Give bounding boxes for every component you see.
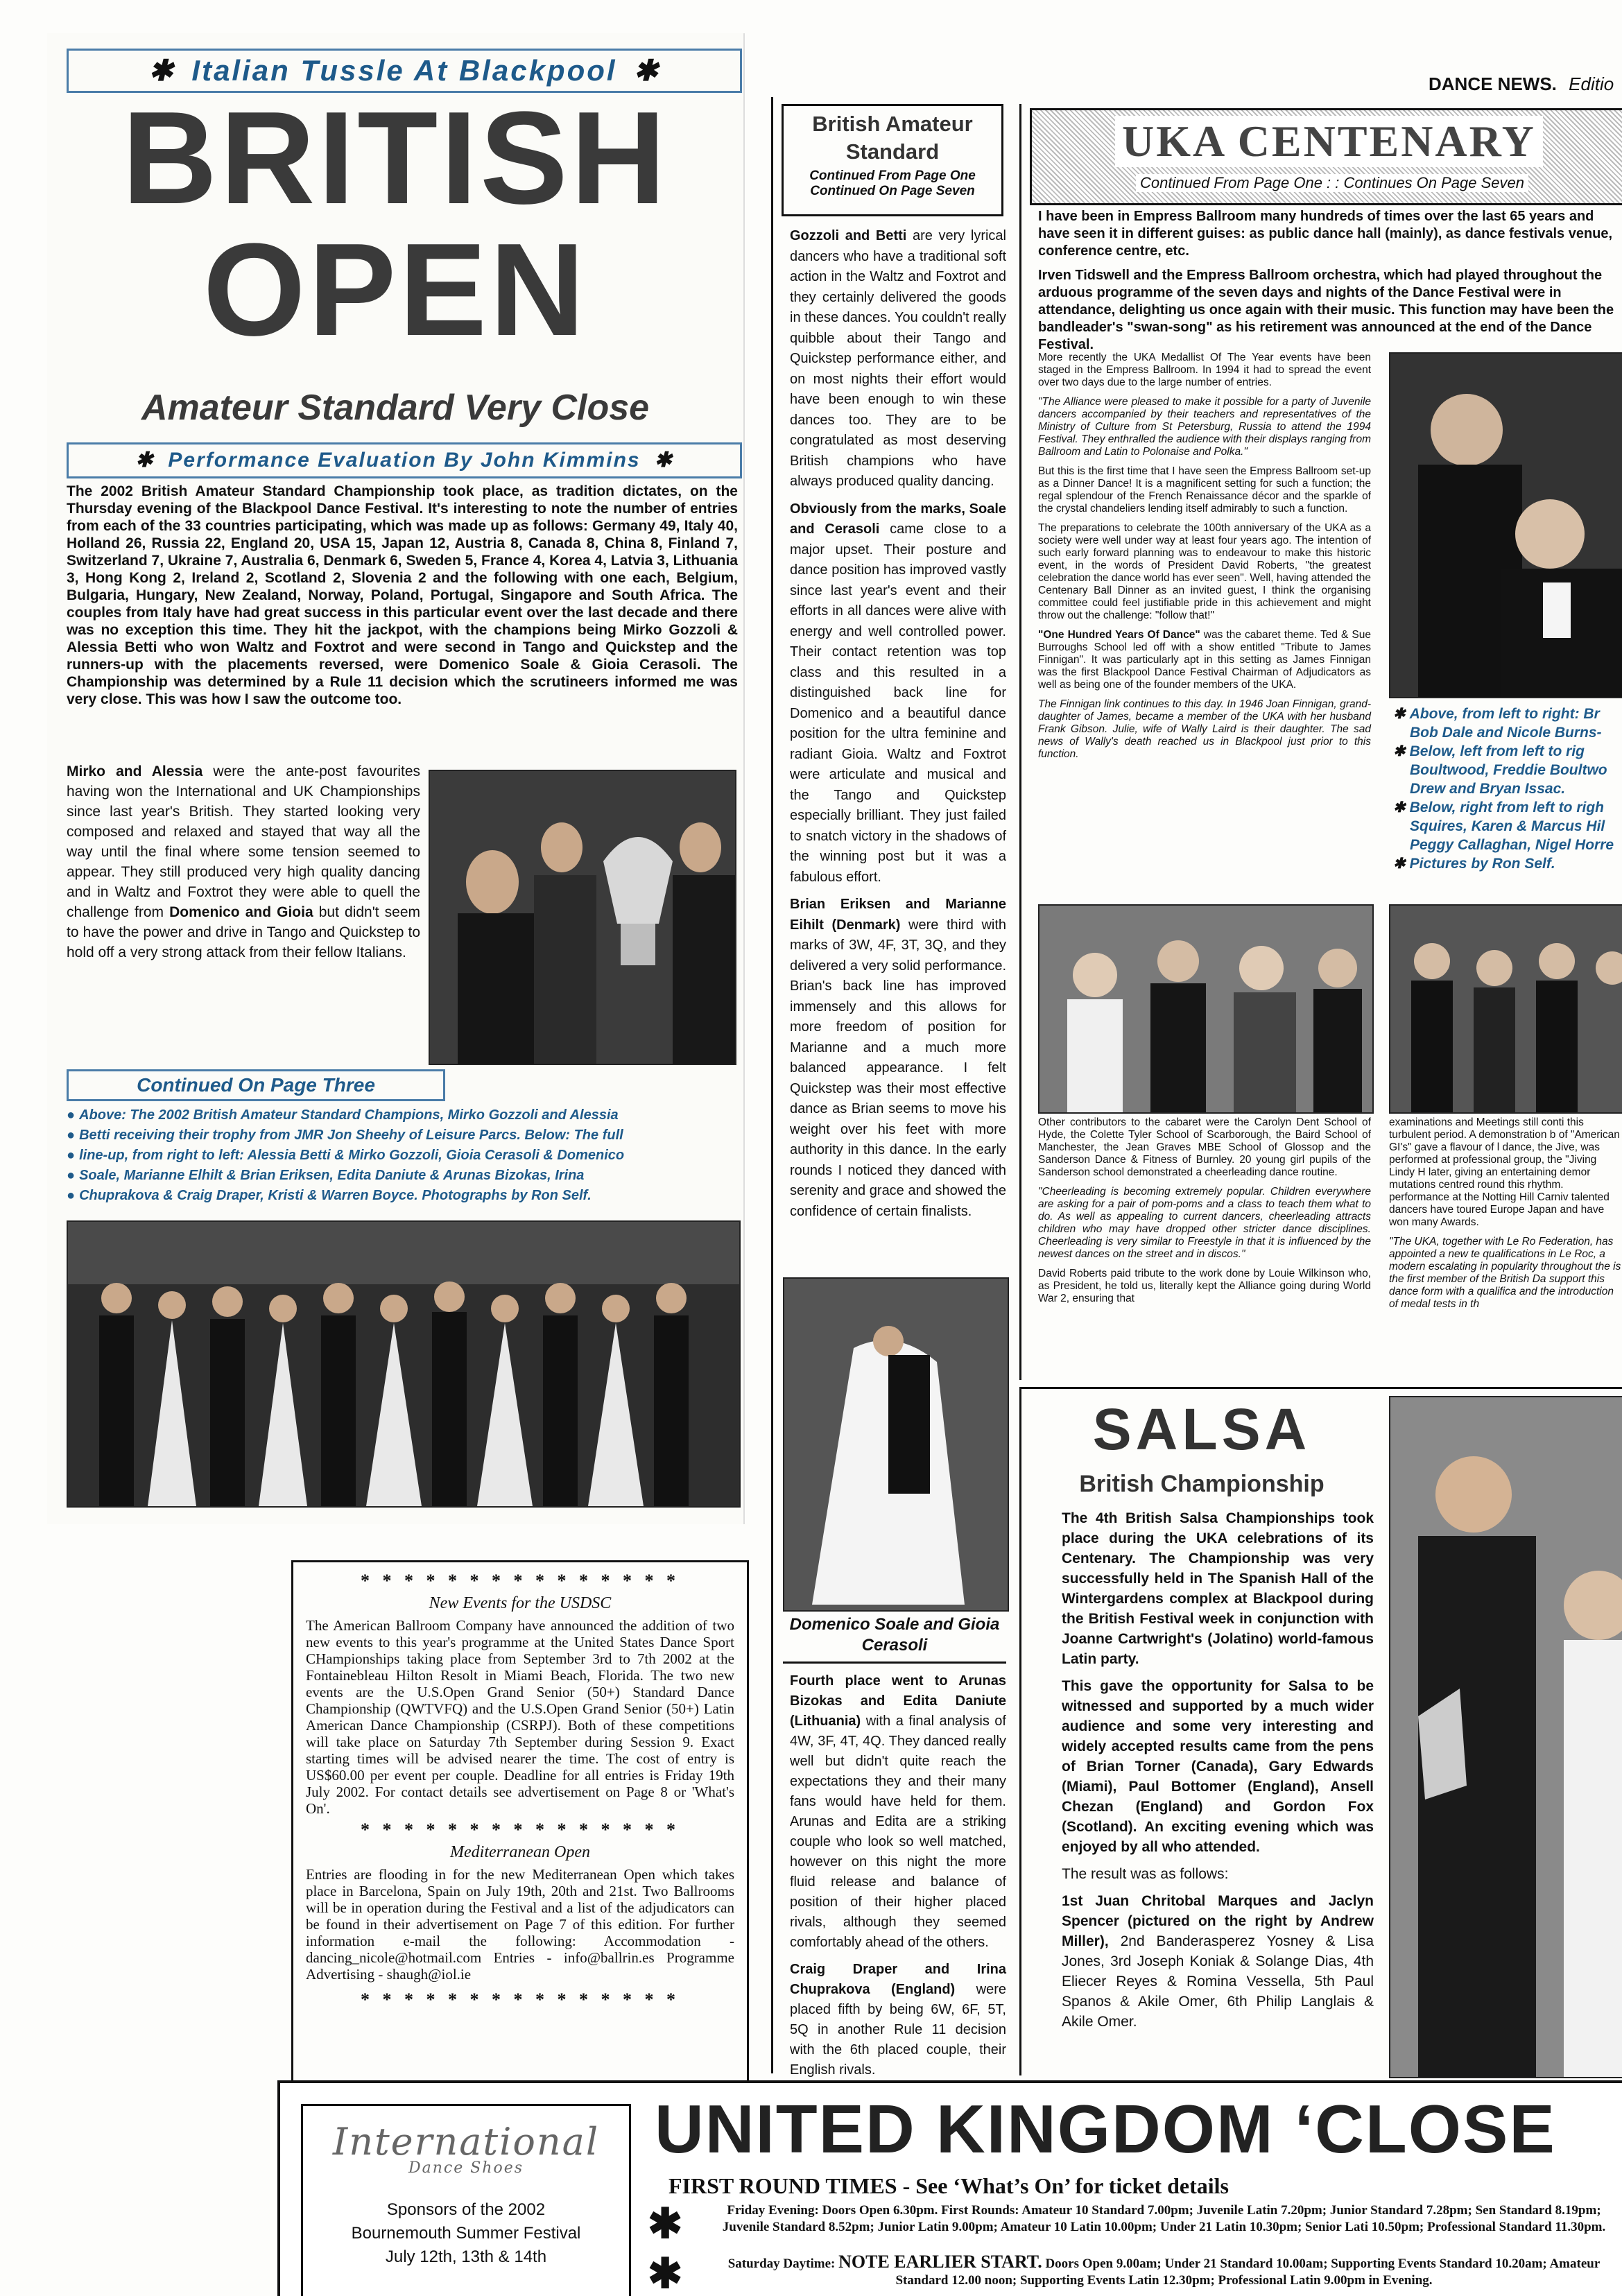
champions-trophy-photo bbox=[429, 770, 736, 1065]
publication-name: DANCE NEWS. bbox=[1429, 74, 1557, 94]
ad-subheadline: FIRST ROUND TIMES - See ‘What’s On’ for ticket details bbox=[668, 2173, 1229, 2198]
intro-paragraph: The 2002 British Amateur Standard Championship took place, as tradition dictates, on the Thursday evening of the Blackpool Dance Festival. It's interesting to note the number of entries from each of the 33 countries participating, which was made up as follows: Germany 49, Italy 40, Holland 26, Russia 22, England 20, USA 15, Japan 12, Austria 8, Canada 8, China 8, Finland 7, Switzerland 7, Ukraine 7, Australia 6, Denmark 6, Sweden 5, France 4, Korea 4, Latvia 3, Lithuania 3, Hong Kong 2, Ireland 2, Scotland 2, Slovenia 2 and the following with one each, Belgium, Bulgaria, Hungary, New Zealand, Norway, Poland, Portugal, Singapore and South Africa. The couples from Italy have had great success in this particular event over the last decade and there was no exception this time. They hit the jackpot, with the champions being Mirko Gozzoli & Alessia Betti who won Waltz and Foxtrot and were second in Tango and Quickstep and the runners-up with the placements reversed, were Domenico Soale & Gioia Cerasoli. The Championship was determined by a Rule 11 decision which the scrutineers informed me was very close. This was how I saw the outcome too. bbox=[67, 483, 738, 707]
headline-open: OPEN bbox=[202, 216, 588, 363]
stars-divider: * * * * * * * * * * * * * * * bbox=[361, 1820, 680, 1840]
salsa-winners-photo bbox=[1389, 1396, 1622, 2078]
uk-close-advert bbox=[277, 2080, 1622, 2296]
usdsc-body: The American Ballroom Company have announced the addition of two new events to this year's programme at the United States Dance Sport CHampionships taking place from September 3rd to 7th 2002 at the Fontainebleau Hilton Resolt in Miami Beach, Florida. The two new events are the U.S.Open Grand Senior (50+) Standard Dance Championship (QWTVFQ) and the U.S.Open Grand Senior (50+) Latin American Dance Championship (CSRPJ). Both of these competitions will take place on Saturday 7th September during Session 9. Exact starting times will be advised nearer the time. The cost of entry is US$60.00 per event per couple. Deadline for all entries is Friday 19th July 2002. For contact details see advertisement on Page 8 or 'What's On'. bbox=[306, 1617, 734, 1817]
sponsor-line-2: Bournemouth Summer Festival bbox=[351, 2224, 581, 2243]
british-open-article bbox=[47, 33, 745, 1524]
star-icon: ✱ bbox=[648, 2250, 683, 2296]
bas-column bbox=[771, 97, 1012, 2078]
byline: Performance Evaluation By John Kimmins bbox=[168, 449, 641, 472]
uka-lead: I have been in Empress Ballroom many hundreds of times over the last 65 years and have seen it in different guises: as public dance hall (mainly), as dance festivals venue, conference centre, etc. Irven Tidswell and the Empress Ballroom orchestra, which had played throughout the arduous programme of the seven days and nights of the Dance Festival were in attendance, delighting us once again with their music. This function may have been the bandleader's "swan-song" as his retirement was announced at the end of the Dance Festival. bbox=[1038, 209, 1614, 352]
uka-dignitaries-photo bbox=[1389, 352, 1622, 698]
headline-british: BRITISH bbox=[122, 85, 668, 232]
bas-title: British Amateur Standard bbox=[812, 112, 973, 164]
stars-divider: * * * * * * * * * * * * * * * bbox=[361, 1571, 680, 1591]
stars-divider: * * * * * * * * * * * * * * * bbox=[361, 1989, 680, 2010]
subheadline: Amateur Standard Very Close bbox=[141, 388, 650, 428]
salsa-article bbox=[1019, 1387, 1622, 2075]
mediterranean-body: Entries are flooding in for the new Mediterranean Open which takes place in Barcelona, Spain on July 19th, 20th and 21st. Two Ballrooms will be in operation during the Festival and a list of the adjudicators can be found in their advertisement on Page 7 of this edition. For further information e-mail the following: Accommodation - dancing_nicole@hotmail.com Entries - info@ballrin.es Programme Advertising - shaugh@iol.ie bbox=[306, 1866, 734, 1983]
sponsor-line-3: July 12th, 13th & 14th bbox=[385, 2247, 547, 2266]
salsa-title: SALSA bbox=[1092, 1397, 1311, 1462]
uka-title: UKA CENTENARY bbox=[1115, 116, 1543, 167]
friday-times: Friday Evening: Doors Open 6.30pm. First Rounds: Amateur 10 Standard 7.00pm; Juvenile Latin 7.20pm; Junior Standard 7.28pm; Sen Standard 8.19pm; Juvenile Standard 8.52pm; Junior Latin 9.00pm; Amateur 10 Latin 10.00pm; Under 21 Latin 10.30pm; Senior Lati 10.50pm; Professional Standard 11.30pm. bbox=[722, 2203, 1606, 2234]
byline-box: ✱ Performance Evaluation By John Kimmins ✱ bbox=[67, 442, 742, 478]
finalists-lineup-photo bbox=[67, 1220, 741, 1508]
uka-col2-text: Other contributors to the cabaret were the Carolyn Dent School of Hyde, the Colette Tyler School of Scarborough, the Baird School of Manchester, the Jean Graves MBE School of Glossop and the Sanderson Dance & Fitness of Burnley. 20 young girl pupils of the Sanderson school demonstrated a cheerleading dance routine. "Cheerleading is becoming extremely popular. Children everywhere are asking for a pair of pom-poms and a class to teach them what to do. As well as appealing to current dancers, cheerleading attracts children who may have dropped other stricter dance disciplines. Cheerleading is very similar to Freestyle in that it is influenced by the newest dances on the street and in discos." David Roberts paid tribute to the work done by Louie Wilkinson who, as President, he told us, literally kept the Alliance going during World War 2, ensuring that bbox=[1038, 1116, 1371, 1304]
soale-cerasoli-caption: Domenico Soale and Gioia Cerasoli bbox=[783, 1614, 1006, 1664]
bas-header-box bbox=[782, 104, 1003, 216]
photo-caption: ● Above: The 2002 British Amateur Standard Champions, Mirko Gozzoli and Alessia ● Betti receiving their trophy from JMR Jon Sheehy of Leisure Parcs. Below: The full ● line-up, from right to left: Alessia Betti & Mirko Gozzoli, Gioia Cerasoli & Domenico ● Soale, Marianne Elhilt & Brian Eriksen, Edita Daniute & Arunas Bizokas, Irina ● Chuprakova & Craig Draper, Kristi & Warren Boyce. Photographs by Ron Self. bbox=[67, 1107, 625, 1203]
bas-continued-on: Continued On Page Seven bbox=[810, 184, 975, 198]
uka-col1-text: More recently the UKA Medallist Of The Year events have been staged in the Empress Ballroom. In 1994 it had to spread the event over two days due to the large number of entries. "The Alliance were pleased to make it possible for a party of Juvenile dancers accompanied by their teachers and representatives of the Ministry of Culture from St Petersburg, Russia to attend the 1994 Festival. They enthralled the audience with their displays ranging from Ballroom and Latin to Polonaise and Polka." But this is the first time that I have seen the Empress Ballroom set-up as a Dinner Dance! It is a magnificent setting for such a function; the regal splendour of the French Renaissance décor and the sparkle of the crystal chandeliers lending itself admirably to such a function. The preparations to celebrate the 100th anniversary of the UKA as a society were well under way at least four years ago. The intention of such early forward planning was to endeavour to make this historic event, in the words of President David Roberts, "the greatest celebration the dance world has ever seen". Well, having attended the Centenary Ball Dinner as an invited guest, I think the organising committee could feel justifiable pride in this achievement and might throw out the challenge: "follow that!" "One Hundred Years Of Dance" was the cabaret theme. Ted & Sue Burroughs School led off with a show entitled "Tribute to James Finnigan". It was particularly apt in this setting as James Finnigan was the first Blackpool Dance Festival Chairman of Adjudicators as well as being one of the founder members of the UKA. The Finnigan link continues to this day. In 1946 Joan Finnigan, grand-daughter of James, became a member of the UKA with her husband Frank Gibson. Julie, wife of Wally Laird is their daughter. The sad news of Wally's death reached us in Blackpool just prior to this function. bbox=[1038, 352, 1371, 760]
dance-shoes-logo: International Dance Shoes bbox=[332, 2120, 600, 2177]
uka-captions: ✱ Above, from left to right: Br Bob Dale and Nicole Burns- ✱ Below, left from left to rig Boultwood, Freddie Boultwo Drew and Bryan Issac. ✱ Below, right from left to righ Squires, Karen & Marcus Hil Peggy Callaghan, Nigel Horre ✱ Pictures by Ron Self. bbox=[1393, 706, 1614, 872]
uka-guests-photo-left bbox=[1038, 904, 1374, 1114]
usdsc-title: New Events for the USDSC bbox=[429, 1594, 612, 1612]
uka-col3-text: examinations and Meetings still conti this turbulent period. A demonstration b of "American GI's" gave a flavour of l dance, the Jive, was performed at professional group, the "Jiving Lindy H later, giving an entertaining demor mutations centred round this rhythm. performance at the Notting Hill Carniv talented dancers have toured Europe Japan and have won many Awards. "The UKA, together with Le Ro Federation, has appointed a new te qualifications in Le Roc, a modern escalating in popularity throughout the is the first member of the British Da support this dance form with a qualifica and the introduction of medal tests in th bbox=[1389, 1116, 1621, 1310]
salsa-text: The 4th British Salsa Championships took place during the UKA celebrations of its Centenary. The Championship was very successfully held in The Spanish Hall of the Wintergardens complex at Blackpool during the British Festival week in conjunction with Joanne Cartwright's (Jolatino) world-famous Latin party. This gave the opportunity for Salsa to be witnessed and supported by a much wider audience and some very interesting and widely accepted results came from the pens of Brian Torner (Canada), Gary Edwards (Miami), Paul Bottomer (England), Ansell Chezan (England) and Gordon Fox (Scotland). An exciting evening which was enjoyed by all who attended. The result was as follows: 1st Juan Chritobal Marques and Jaclyn Spencer (pictured on the right by Andrew Miller), 2nd Banderasperez Yosney & Lisa Jones, 3rd Joseph Koniak & Solange Dias, 4th Eliecer Reyes & Romina Vessella, 5th Paul Spanos & Akile Omer, 6th Philip Langlais & Akile Omer. bbox=[1062, 1510, 1374, 2030]
uka-header-box bbox=[1030, 108, 1622, 205]
bas-continued-from: Continued From Page One bbox=[809, 169, 976, 183]
publication-header bbox=[1429, 74, 1614, 95]
uka-guests-photo-right bbox=[1389, 904, 1622, 1114]
edition-label: Editio bbox=[1569, 74, 1614, 94]
sponsor-line-1: Sponsors of the 2002 bbox=[386, 2200, 546, 2219]
soale-cerasoli-photo bbox=[783, 1277, 1009, 1612]
saturday-times: Saturday Daytime: NOTE EARLIER START. Doors Open 9.00am; Under 21 Standard 10.00am; Supporting Events Standard 10.20am; Amateur Standard 12.00 noon; Supporting Events Latin 12.30pm; Professional Latin 9.00pm in Evening. bbox=[727, 2252, 1601, 2288]
sponsor-box bbox=[301, 2104, 631, 2296]
column-text: Mirko and Alessia were the ante-post favourites having won the International and UK Championships since last year's British. They started looking very composed and relaxed and stayed that way all the way until the final where some tension seemed to appear. They still produced very high quality dancing and in Waltz and Foxtrot they were able to quell the challenge from Domenico and Gioia but didn't seem to have the power and drive in Tango and Quickstep to hold off a very strong attack from their fellow Italians. bbox=[67, 763, 420, 960]
bas-text-bottom: Fourth place went to Arunas Bizokas and Edita Daniute (Lithuania) with a final analysis of 4W, 3F, 4T, 4Q. They danced really well but didn't quite reach the expectations they and their many fans would have held for them. Arunas and Edita are a striking couple who look so well matched, however on this night the more fluid release and balance of position of their higher placed rivals, although they seemed comfortably ahead of the others. Craig Draper and Irina Chuprakova (England) were placed fifth by being 6W, 6F, 5T, 5Q in another Rule 11 decision with the 6th placed couple, their English rivals. bbox=[790, 1673, 1006, 2078]
salsa-subtitle: British Championship bbox=[1079, 1471, 1325, 1497]
uka-article bbox=[1019, 104, 1622, 1380]
continued-label: Continued On Page Three bbox=[67, 1069, 445, 1101]
mediterranean-title: Mediterranean Open bbox=[450, 1843, 590, 1861]
ad-headline: UNITED KINGDOM ‘CLOSE bbox=[655, 2091, 1556, 2167]
uka-continued: Continued From Page One : : Continues On Page Seven bbox=[1136, 174, 1528, 192]
bas-text-top: Gozzoli and Betti are very lyrical dancers who have a traditional soft action in the Waltz and Foxtrot and they certainly delivered the goods in these dances. You couldn't really quibble about their Tango and Quickstep performance either, and on most nights their effort would have been enough to win these dances too. They are to be congratulated as most deserving British champions who have always produced quality dancing. Obviously from the marks, Soale and Cerasoli came close to a major upset. Their posture and dance position has improved vastly since last year's event and their efforts in all dances were alive with energy and well controlled power. Their contact retention was top class and this resulted in a distinguished back line for Domenico and a beautiful dance position for the ultra feminine and radiant Gioia. Waltz and Foxtrot were articulate and musical and the Tango and Quickstep especially brilliant. They just failed to snatch victory in the shadows of the winning post but it was a fabulous effort. Brian Eriksen and Marianne Eihilt (Denmark) were third with marks of 3W, 4F, 3T, 3Q, and they delivered a very solid performance. Brian's back line has improved immensely and this allows for more freedom of position for Marianne and a much more balanced appearance. I felt Quickstep was their most effective dance as Brian seems to move his weight over his feet with more authority in this dance. In the early rounds I noticed they danced with serenity and grace and showed the confidence of certain finalists. bbox=[790, 228, 1007, 1219]
article-kicker: ✱ Italian Tussle At Blackpool ✱ bbox=[67, 49, 742, 93]
star-icon: ✱ bbox=[648, 2200, 683, 2247]
